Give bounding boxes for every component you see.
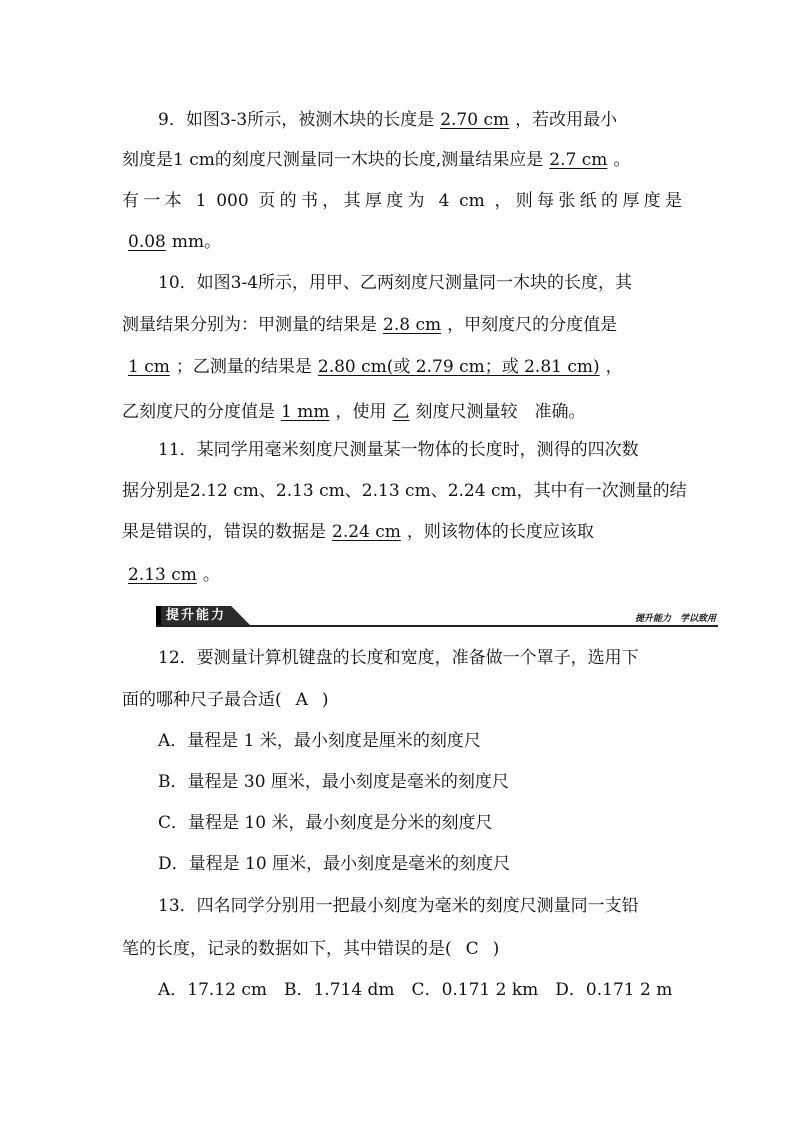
q10-line-3: 1 cm ；乙测量的结果是 2.80 cm(或 2.79 cm；或 2.81 cm) ， [122,357,682,377]
q10-answer-jia-result: 2.8 cm [383,315,442,335]
q11-answer-length: 2.13 cm [128,565,197,585]
q9-line-1: 9．如图3-3所示，被测木块的长度是 2.70 cm ，若改用最小 [158,110,618,130]
q12-line-1: 12．要测量计算机键盘的长度和宽度，准备做一个罩子，选用下 [158,648,639,668]
q9-answer-cm-ruler: 2.7 cm [549,150,608,170]
q9-answer-paper-thickness: 0.08 [128,232,166,252]
q11-line-2: 据分别是2.12 cm、2.13 cm、2.13 cm、2.24 cm，其中有一次测量的结 [122,481,687,501]
q9-line-3: 有一本 1 000 页的书，其厚度为 4 cm ，则每张纸的厚度是 [122,191,682,211]
q12-option-a: A．量程是 1 米，最小刻度是厘米的刻度尺 [158,731,481,751]
q13-line-2: 笔的长度，记录的数据如下，其中错误的是( C ) [122,939,500,959]
banner-title: 提升能力 [166,608,227,623]
q12-answer: A [295,690,308,710]
q11-line-1: 11．某同学用毫米刻度尺测量某一物体的长度时，测得的四次数 [158,440,639,460]
q13-line-1: 13．四名同学分别用一把最小刻度为毫米的刻度尺测量同一支铅 [158,896,639,916]
q12-option-c: C．量程是 10 米，最小刻度是分米的刻度尺 [158,813,493,833]
banner-rule [156,625,718,627]
q12-option-d: D．量程是 10 厘米，最小刻度是毫米的刻度尺 [158,854,511,874]
q12-line-2: 面的哪种尺子最合适( A ) [122,690,329,710]
q9-answer-length: 2.70 cm [440,110,510,130]
q12-option-b: B．量程是 30 厘米，最小刻度是毫米的刻度尺 [158,772,509,792]
q13-answer: C [465,939,479,959]
banner-subtitle: 提升能力 学以致用 [634,614,716,624]
banner-edge-bar [156,606,161,625]
q10-answer-accurate-ruler: 乙 [392,402,410,422]
q10-line-1: 10．如图3-4所示，用甲、乙两刻度尺测量同一木块的长度，其 [158,273,633,293]
q11-line-3: 果是错误的，错误的数据是 2.24 cm ，则该物体的长度应该取 [122,522,594,542]
q9-line-2: 刻度是1 cm的刻度尺测量同一木块的长度,测量结果应是 2.7 cm 。 [122,150,631,170]
q11-answer-wrong-data: 2.24 cm [332,522,401,542]
q10-line-4: 乙刻度尺的分度值是 1 mm ，使用 乙 刻度尺测量较 准确。 [122,402,586,422]
q10-answer-yi-result: 2.80 cm(或 2.79 cm；或 2.81 cm) [317,357,600,377]
section-banner [156,606,718,628]
q10-answer-yi-division: 1 mm [281,402,330,422]
q10-answer-jia-division: 1 cm [128,357,170,377]
q13-options: A．17.12 cm B．1.714 dm C．0.171 2 km D．0.171 2 m [158,980,673,1000]
q10-line-2: 测量结果分别为：甲测量的结果是 2.8 cm ，甲刻度尺的分度值是 [122,315,618,335]
q11-line-4: 2.13 cm 。 [122,565,682,585]
q9-line-4: 0.08 mm。 [122,232,682,252]
